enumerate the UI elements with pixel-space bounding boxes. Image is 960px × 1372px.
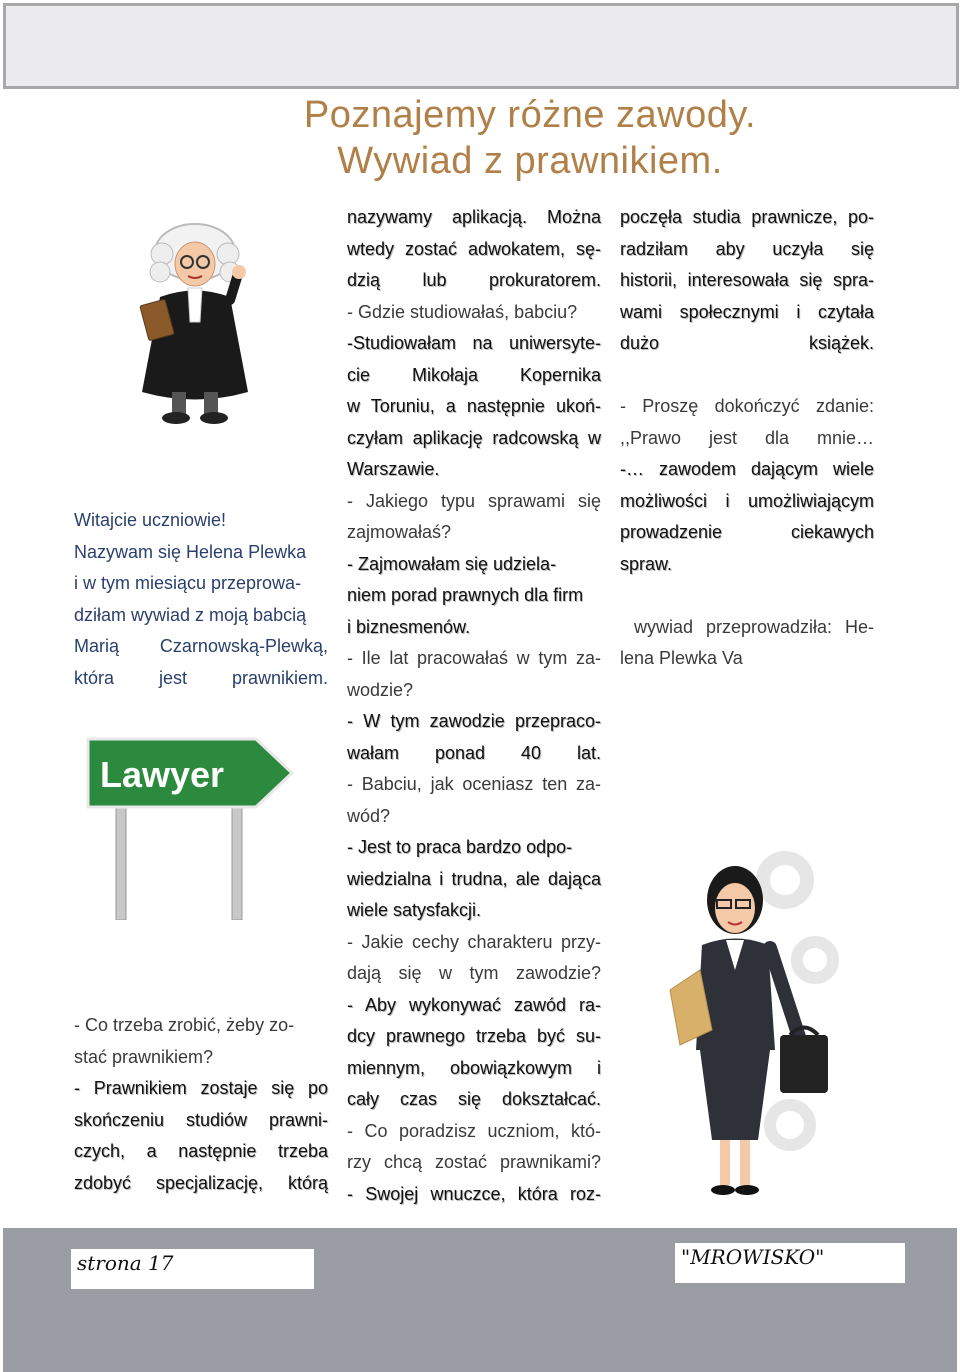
page-number: strona 17 xyxy=(71,1249,314,1289)
column-1-interview: - Co trzeba zrobić, żeby zo- stać prawnikiem? - Prawnikiem zostaje się po skończeniu studiów prawni- czych, a następnie trzeba zdobyć specjalizację, którą xyxy=(74,1015,328,1193)
sign-text: Lawyer xyxy=(100,754,225,795)
page-title: Poznajemy różne zawody. Wywiad z prawnikiem. xyxy=(303,94,757,182)
column-2-interview: nazywamy aplikacją. Można wtedy zostać adwokatem, sę- dzią lub prokuratorem. - Gdzie studiowałaś, babciu? -Studiowałam na uniwersyte- cie Mikołaja Kopernika w Toruniu, a następnie ukoń- czyłam aplikację radcowską w Warszawie. - Jakiego typu sprawami się zajmowałaś? - Zajmowałam się udziela- niem porad prawnych dla firm i biznesmenów. - Ile lat pracowałaś w tym za- wodzie? - W tym zawodzie przepraco- wałam ponad 40 lat. - Babciu, jak oceniasz ten za- wód? - Jest to praca bardzo odpo- wiedzialna i trudna, ale dająca wiele satysfakcji. - Jakie cechy charakteru przy- dają się w tym zawodzie? - Aby wykonywać zawód ra- dcy prawnego trzeba być su- miennym, obowiązkowym i cały czas się dokształcać. - Co poradzisz uczniom, któ- rzy chcą zostać prawnikami? - Swojej wnuczce, która roz- xyxy=(347,207,601,1204)
intro-text: Witajcie uczniowie! Nazywam się Helena Plewka i w tym miesiącu przeprowa- dziłam wywiad z moją babcią Marią Czarnowską-Plewką, która jest prawnikiem. xyxy=(74,510,328,688)
header-banner xyxy=(3,3,959,89)
magazine-name: "MROWISKO" xyxy=(675,1243,905,1283)
lawyer-sign xyxy=(86,735,296,920)
businesswoman-illustration xyxy=(630,840,870,1205)
judge-illustration xyxy=(130,222,260,427)
column-3-interview: poczęła studia prawnicze, po- radziłam aby uczyła się historii, interesowała się spra- wami społecznymi i czytała dużo książek. - Proszę dokończyć zdanie: ,,Prawo jest dla mnie… -… zawodem dającym wiele możliwości i umożliwiającym prowadzenie ciekawych spraw. wywiad przeprowadziła: He- lena Plewka Va xyxy=(620,207,874,668)
